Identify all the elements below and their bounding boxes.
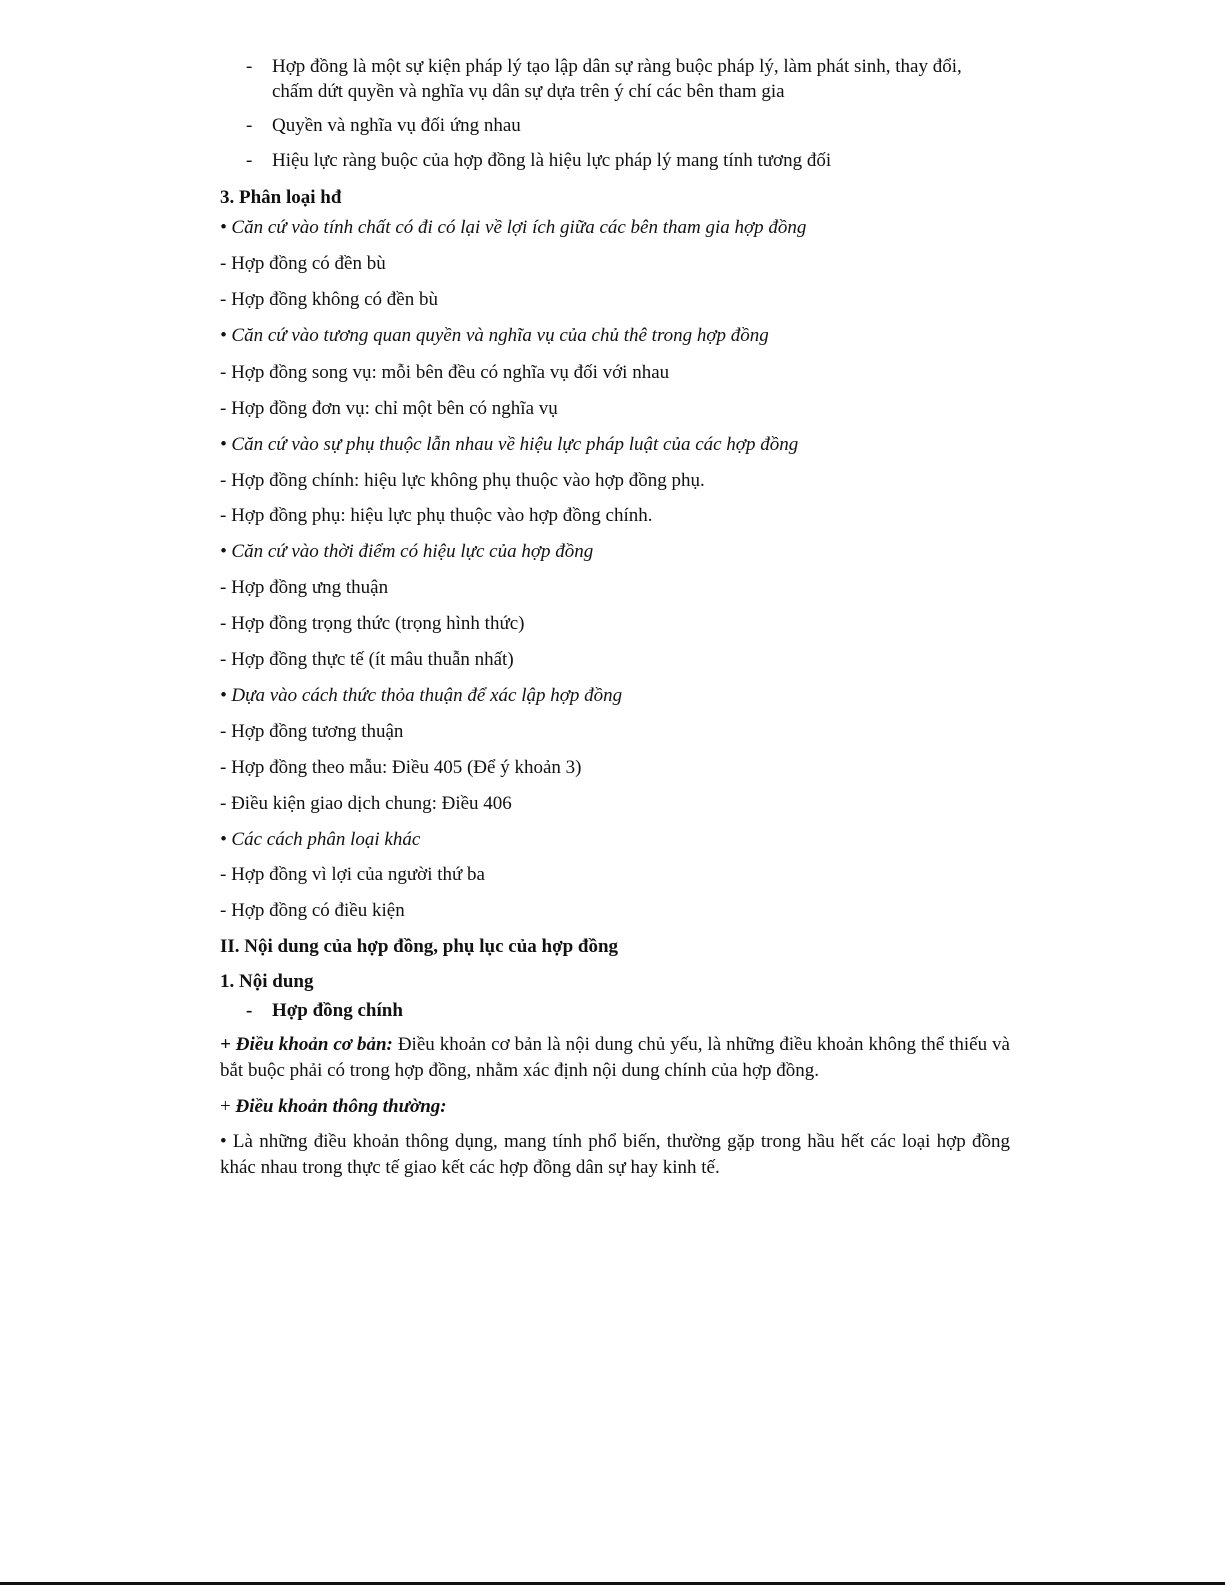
list-item: - Hợp đồng có điều kiện [220, 900, 405, 921]
list-item [246, 54, 1006, 104]
dash-marker: - [246, 56, 253, 77]
paragraph [220, 1094, 1010, 1119]
list-item: - Hợp đồng không có đền bù [220, 289, 438, 310]
dash-marker: - [246, 1000, 253, 1021]
list-item: - Hợp đồng thực tế (ít mâu thuẫn nhất) [220, 649, 514, 670]
list-item [246, 148, 1006, 173]
criteria-heading: • Căn cứ vào thời điểm có hiệu lực của hợp đồng [220, 541, 594, 562]
list-item: - Hợp đồng theo mẫu: Điều 405 (Để ý khoản 3) [220, 757, 582, 778]
list-item-text: Quyền và nghĩa vụ đối ứng nhau [272, 115, 521, 136]
list-item: - Hợp đồng đơn vụ: chỉ một bên có nghĩa vụ [220, 398, 558, 419]
criteria-heading: • Dựa vào cách thức thỏa thuận để xác lập hợp đồng [220, 685, 623, 706]
list-item: - Điều kiện giao dịch chung: Điều 406 [220, 793, 512, 814]
criteria-heading: • Các cách phân loại khác [220, 829, 421, 850]
dash-marker: - [246, 150, 253, 171]
term-text: Điều khoản cơ bản là nội dung chủ yếu, là những điều khoản không thể thiếu và bắt buộc phải có trong hợp đồng, nhằm xác định nội dung chính của hợp đồng. [220, 1034, 1010, 1081]
term-label: + Điều khoản cơ bản: [220, 1034, 393, 1055]
list-item-text: Hợp đồng là một sự kiện pháp lý tạo lập dân sự ràng buộc pháp lý, làm phát sinh, thay đổi, chấm dứt quyền và nghĩa vụ dân sự dựa trên ý chí các bên tham gia [272, 56, 962, 102]
list-item: - Hợp đồng song vụ: mỗi bên đều có nghĩa vụ đối với nhau [220, 362, 670, 383]
term-prefix: + [220, 1096, 236, 1117]
term-label: Điều khoản thông thường: [235, 1096, 447, 1117]
list-item: - Hợp đồng ưng thuận [220, 577, 389, 598]
list-item: - Hợp đồng tương thuận [220, 721, 404, 742]
paragraph: • Là những điều khoản thông dụng, mang tính phổ biến, thường gặp trong hầu hết các loại hợp đồng khác nhau trong thực tế giao kết các hợp đồng dân sự hay kinh tế. [220, 1131, 1010, 1178]
list-item: - Hợp đồng có đền bù [220, 253, 386, 274]
list-item: - Hợp đồng trọng thức (trọng hình thức) [220, 613, 525, 634]
criteria-heading: • Căn cứ vào sự phụ thuộc lẫn nhau về hiệu lực pháp luật của các hợp đồng [220, 434, 799, 455]
list-item: - Hợp đồng vì lợi của người thứ ba [220, 864, 485, 885]
list-item [246, 998, 1006, 1023]
subsection-heading: 1. Nội dung [220, 971, 314, 992]
criteria-heading: • Căn cứ vào tính chất có đi có lại về lợi ích giữa các bên tham gia hợp đồng [220, 217, 807, 238]
list-item-text: Hiệu lực ràng buộc của hợp đồng là hiệu lực pháp lý mang tính tương đối [272, 150, 832, 171]
criteria-heading: • Căn cứ vào tương quan quyền và nghĩa vụ của chủ thê trong hợp đồng [220, 325, 769, 346]
list-item: - Hợp đồng phụ: hiệu lực phụ thuộc vào hợp đồng chính. [220, 505, 653, 526]
list-item: - Hợp đồng chính: hiệu lực không phụ thuộc vào hợp đồng phụ. [220, 470, 705, 491]
list-item [246, 113, 1006, 138]
section-heading: II. Nội dung của hợp đồng, phụ lục của hợp đồng [220, 936, 619, 957]
paragraph [220, 1032, 1010, 1083]
dash-marker: - [246, 115, 253, 136]
list-item-text: Hợp đồng chính [272, 1000, 403, 1021]
section-heading: 3. Phân loại hđ [220, 187, 342, 208]
